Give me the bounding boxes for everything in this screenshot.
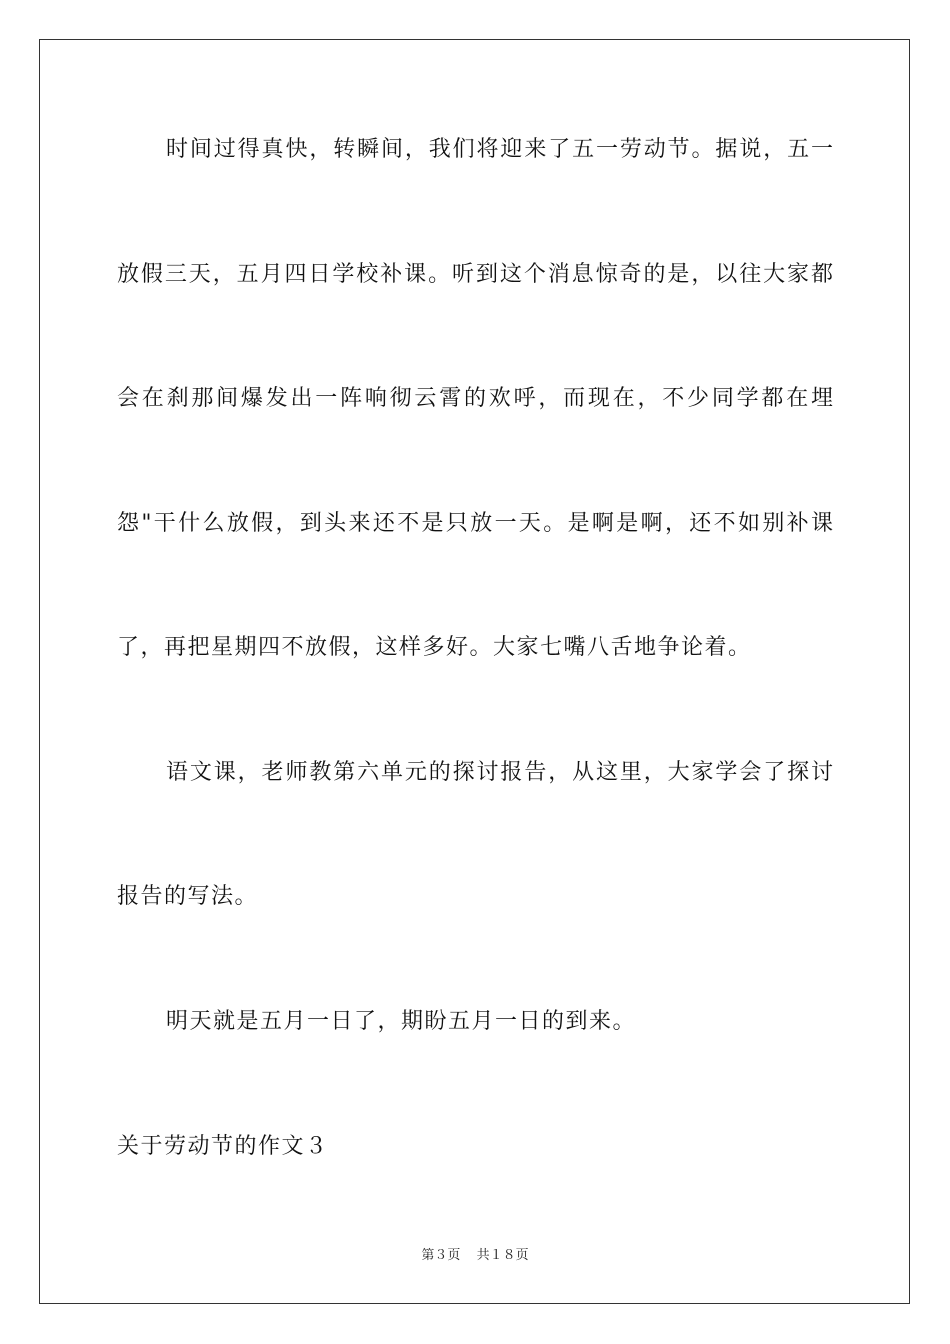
page-footer xyxy=(0,1248,950,1264)
page-number: 第３页 xyxy=(421,1248,461,1263)
paragraph-3-line-1: 明天就是五月一日了，期盼五月一日的到来。 xyxy=(166,1009,637,1034)
page-total: 共１８页 xyxy=(476,1248,529,1263)
paragraph-2-line-2: 报告的写法。 xyxy=(117,884,259,909)
paragraph-1-line-2: 放假三天，五月四日学校补课。听到这个消息惊奇的是，以往大家都 xyxy=(117,262,833,287)
section-heading: 关于劳动节的作文３ xyxy=(117,1134,329,1159)
paragraph-1-line-3: 会在刹那间爆发出一阵响彻云霄的欢呼，而现在，不少同学都在埋 xyxy=(117,386,833,411)
paragraph-1-line-5: 了，再把星期四不放假，这样多好。大家七嘴八舌地争论着。 xyxy=(117,635,752,660)
paragraph-1-line-4: 怨"干什么放假，到头来还不是只放一天。是啊是啊，还不如别补课 xyxy=(117,511,833,536)
paragraph-2-line-1: 语文课，老师教第六单元的探讨报告，从这里，大家学会了探讨 xyxy=(166,760,833,785)
paragraph-1-line-1: 时间过得真快，转瞬间，我们将迎来了五一劳动节。据说，五一 xyxy=(166,137,833,162)
page-border xyxy=(39,39,910,1304)
